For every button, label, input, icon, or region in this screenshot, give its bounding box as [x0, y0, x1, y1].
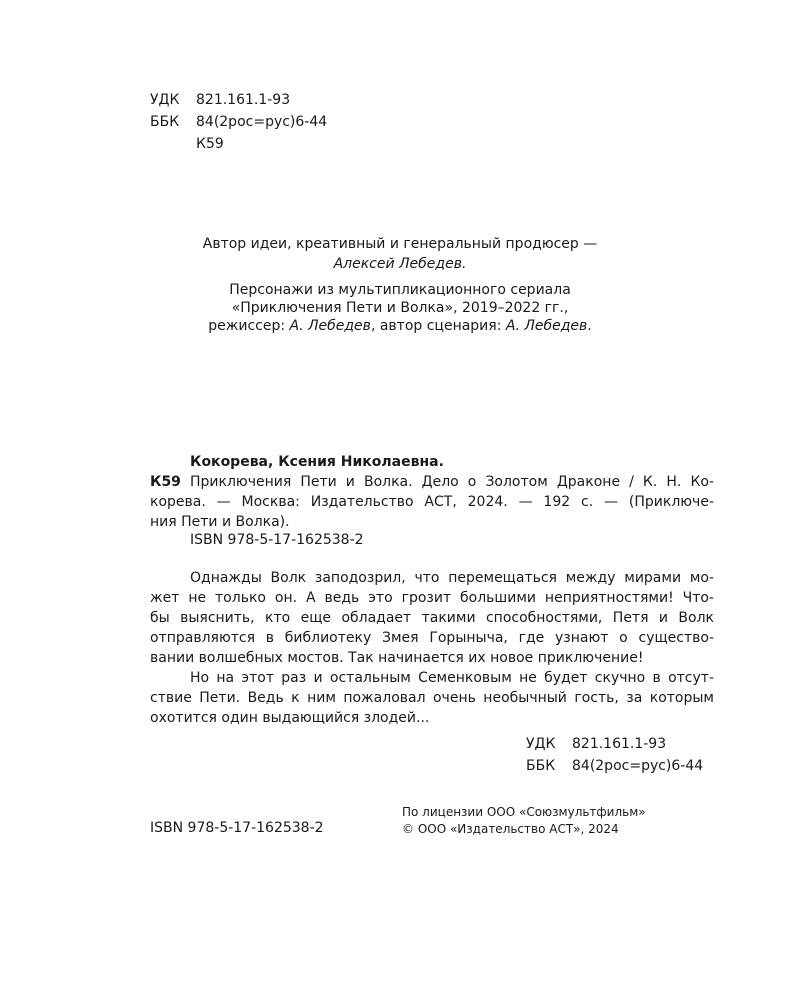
credits-series: Персонажи из мультипликационного сериала — [229, 282, 571, 298]
record-line-1: Приключения Пети и Волка. Дело о Золотом Драконе / К. Н. Ко- — [190, 474, 714, 490]
annotation-line: вании волшебных мостов. Так начинается их новое приключение! — [150, 650, 644, 666]
record-isbn: ISBN 978-5-17-162538-2 — [190, 532, 364, 548]
record-mark: К59 — [150, 474, 181, 490]
annotation-line: жет не только он. А ведь это грозит большими неприятностями! Что- — [150, 590, 714, 606]
credits-director-line — [0, 316, 800, 336]
footer-udk-value: 821.161.1-93 — [572, 736, 667, 752]
annotation-line: охотится один выдающийся злодей... — [150, 710, 430, 726]
footer-bbk-label: ББК — [526, 758, 556, 774]
footer-udk-line — [526, 734, 666, 754]
author-mark: К59 — [196, 136, 224, 152]
screenwriter-name: А. Лебедев — [505, 318, 588, 334]
bbk-label: ББК — [150, 114, 180, 130]
imprint-copyright: © ООО «Издательство АСТ», 2024 — [402, 822, 619, 836]
imprint-isbn: ISBN 978-5-17-162538-2 — [150, 820, 324, 836]
screenwriter-label: , автор сценария: — [370, 318, 506, 334]
footer-bbk-line — [526, 756, 703, 776]
udk-value: 821.161.1-93 — [196, 92, 291, 108]
bbk-line — [150, 112, 327, 132]
annotation-line: Однажды Волк заподозрил, что перемещаться между мирами мо- — [190, 570, 714, 586]
credits-producer: Автор идеи, креативный и генеральный продюсер — — [202, 236, 598, 252]
credits-period: . — [587, 318, 592, 334]
director-label: режиссер: — [208, 318, 290, 334]
credits-producer-name: Алексей Лебедев. — [333, 256, 467, 272]
imprint-license: По лицензии ООО «Союзмультфильм» — [402, 805, 646, 819]
udk-line — [150, 90, 290, 110]
annotation-line: ствие Пети. Ведь к ним пожаловал очень необычный гость, за которым — [150, 690, 714, 706]
director-name: А. Лебедев — [289, 318, 371, 334]
record-author: Кокорева, Ксения Николаевна. — [190, 454, 444, 470]
record-line-2: корева. — Москва: Издательство АСТ, 2024. — 192 с. — (Приключе- — [150, 494, 714, 510]
footer-udk-label: УДК — [526, 736, 556, 752]
udk-label: УДК — [150, 92, 180, 108]
record-line-3: ния Пети и Волка). — [150, 514, 290, 530]
annotation-line: отправляются в библиотеку Змея Горыныча, где узнают о существо- — [150, 630, 714, 646]
annotation-line: Но на этот раз и остальным Семенковым не будет скучно в отсут- — [190, 670, 714, 686]
credits-series-title: «Приключения Пети и Волка», 2019–2022 гг., — [231, 300, 569, 316]
annotation-line: бы выяснить, кто еще обладает такими способностями, Петя и Волк — [150, 610, 714, 626]
bbk-value: 84(2рос=рус)6-44 — [196, 114, 328, 130]
footer-bbk-value: 84(2рос=рус)6-44 — [572, 758, 704, 774]
